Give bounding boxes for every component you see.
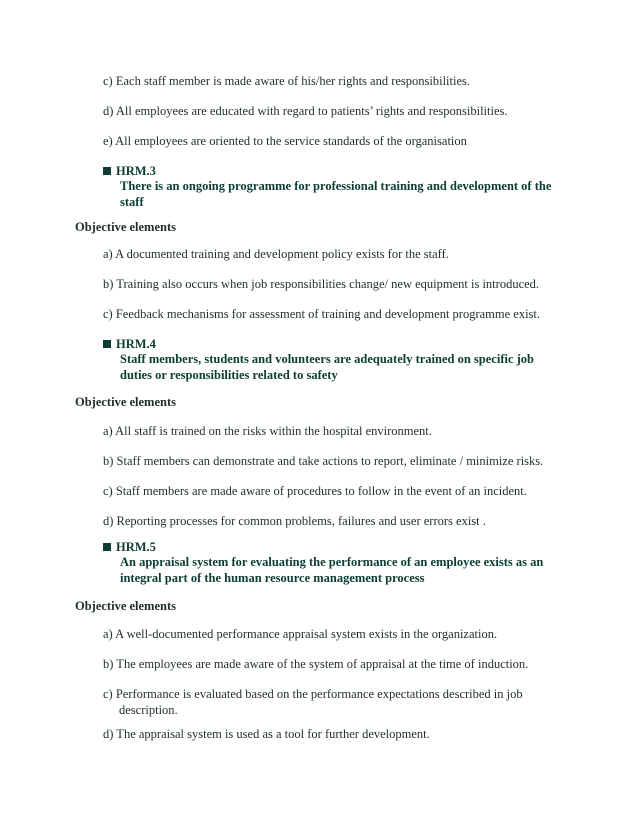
square-bullet-icon [103,340,111,348]
standard-description [120,554,570,586]
standard-code: HRM.3 [116,164,156,178]
list-item: d) All employees are educated with regard to patients’ rights and responsibilities. [103,104,508,118]
objective-elements-heading: Objective elements [75,395,177,409]
list-item: b) Staff members can demonstrate and take actions to report, eliminate / minimize risks. [103,454,544,468]
list-item: c) Staff members are made aware of procedures to follow in the event of an incident. [103,484,527,498]
square-bullet-icon [103,167,111,175]
standard-heading-hrm3 [103,163,156,179]
standard-description-line: integral part of the human resource management process [120,571,425,585]
standard-description-line: There is an ongoing programme for professional training and development of the [120,179,552,193]
list-item-line: description. [119,703,178,717]
standard-code: HRM.4 [116,337,156,351]
list-item [103,686,533,718]
list-item-line: c) Performance is evaluated based on the performance expectations described in job [103,687,523,701]
list-item: a) A well-documented performance appraisal system exists in the organization. [103,627,498,641]
list-item: a) A documented training and development policy exists for the staff. [103,247,449,261]
list-item: c) Feedback mechanisms for assessment of training and development programme exist. [103,307,541,321]
objective-elements-heading: Objective elements [75,220,177,234]
standard-heading-hrm5 [103,539,156,555]
list-item: b) Training also occurs when job responsibilities change/ new equipment is introduced. [103,277,540,291]
list-item: a) All staff is trained on the risks within the hospital environment. [103,424,432,438]
standard-description-line: staff [120,195,144,209]
standard-heading-hrm4 [103,336,156,352]
square-bullet-icon [103,543,111,551]
list-item: b) The employees are made aware of the system of appraisal at the time of induction. [103,657,529,671]
standard-description-line: duties or responsibilities related to safety [120,368,338,382]
standard-code: HRM.5 [116,540,156,554]
list-item: c) Each staff member is made aware of his/her rights and responsibilities. [103,74,471,88]
standard-description [120,351,570,383]
standard-description-line: An appraisal system for evaluating the performance of an employee exists as an [120,555,544,569]
list-item: e) All employees are oriented to the service standards of the organisation [103,134,467,148]
standard-description-line: Staff members, students and volunteers are adequately trained on specific job [120,352,534,366]
list-item: d) Reporting processes for common problems, failures and user errors exist . [103,514,486,528]
standard-description [120,178,570,210]
list-item: d) The appraisal system is used as a tool for further development. [103,727,430,741]
objective-elements-heading: Objective elements [75,599,177,613]
